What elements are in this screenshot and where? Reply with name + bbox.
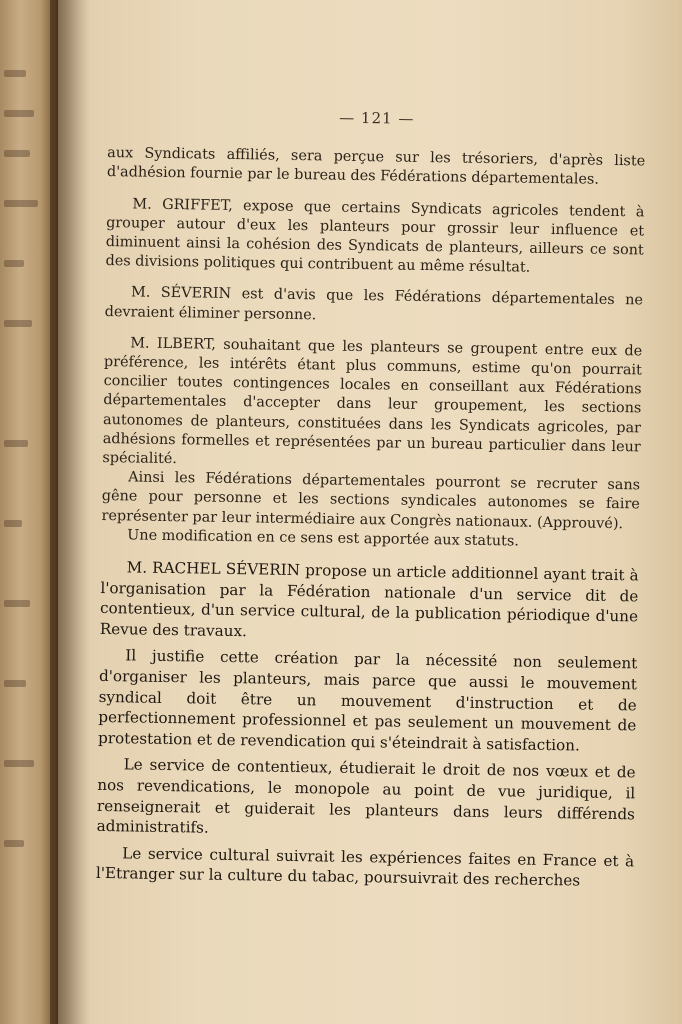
bleed-through-text <box>4 260 24 267</box>
bleed-through-text <box>4 520 22 527</box>
bleed-through-text <box>4 110 34 117</box>
paragraph: Ainsi les Fédérations départementales pourront se recruter sans gêne pour personne et les sections syndicales autonomes se faire représenter par leur intermédiaire aux Congrès nationaux. (Approuvé). <box>101 469 641 532</box>
paragraph: M. ILBERT, souhaitant que les planteurs se groupent entre eux de préférence, les intérêts étant plus communs, estime qu'on pourrait concilier toutes contingences locales en conseillant aux Fédérations départementales d'accepter dans leur groupement, les sections autonomes de planteurs, constituées dans les Syndicats agricoles, par adhésions formelles et représentées par un bureau particulier dans leur spécialité. <box>102 335 643 468</box>
lower-section <box>96 557 639 892</box>
bleed-through-text <box>4 320 32 327</box>
paragraph: Le service cultural suivrait les expériences faites en France et à l'Etranger sur la culture du tabac, poursuivrait des recherches <box>95 844 635 890</box>
bleed-through-text <box>4 70 26 77</box>
page-text <box>96 105 646 892</box>
paragraph: M. GRIFFET, expose que certains Syndicats agricoles tendent à grouper autour d'eux les planteurs pour grossir leur influence et diminuent ainsi la cohésion des Syndicats de planteurs, ailleurs ce sont des divisions politiques qui contribuent au même résultat. <box>105 196 645 276</box>
bleed-through-text <box>4 600 30 607</box>
bleed-through-text <box>4 440 28 447</box>
page-number: — 121 — <box>339 108 415 128</box>
bleed-through-text <box>4 840 24 847</box>
paragraph: Il justifie cette création par la nécessité non seulement d'organiser les planteurs, mais parce que aussi le mouvement syndical doit être un mouvement d'instruction et de perfectionnement professionnel et pas seulement un mouvement de protestation et de revendication qui s'éteindrait à satisfaction. <box>97 646 638 755</box>
bleed-through-text <box>4 200 38 207</box>
bleed-through-text <box>4 680 26 687</box>
book-page <box>58 0 682 1024</box>
paragraph: aux Syndicats affiliés, sera perçue sur les trésoriers, d'après liste d'adhésion fournie par le bureau des Fédérations départementales. <box>106 145 646 189</box>
paragraph: Une modification en ce sens est apportée aux statuts. <box>127 527 519 550</box>
paragraph: M. SÉVERIN est d'avis que les Fédérations départementales ne devraient éliminer personne. <box>104 284 644 323</box>
paragraph: Le service de contentieux, étudierait le droit de nos vœux et de nos revendications, le monopole au point de vue juridique, il renseignerait et guiderait les planteurs dans leurs différends administratifs. <box>96 755 636 837</box>
bleed-through-text <box>4 150 30 157</box>
paragraph: M. RACHEL SÉVERIN propose un article additionnel ayant trait à l'organisation par la Fédération nationale d'un service dit de contentieux, d'un service cultural, de la publication périodique d'une Revue des travaux. <box>99 558 639 641</box>
bleed-through-text <box>4 760 34 767</box>
